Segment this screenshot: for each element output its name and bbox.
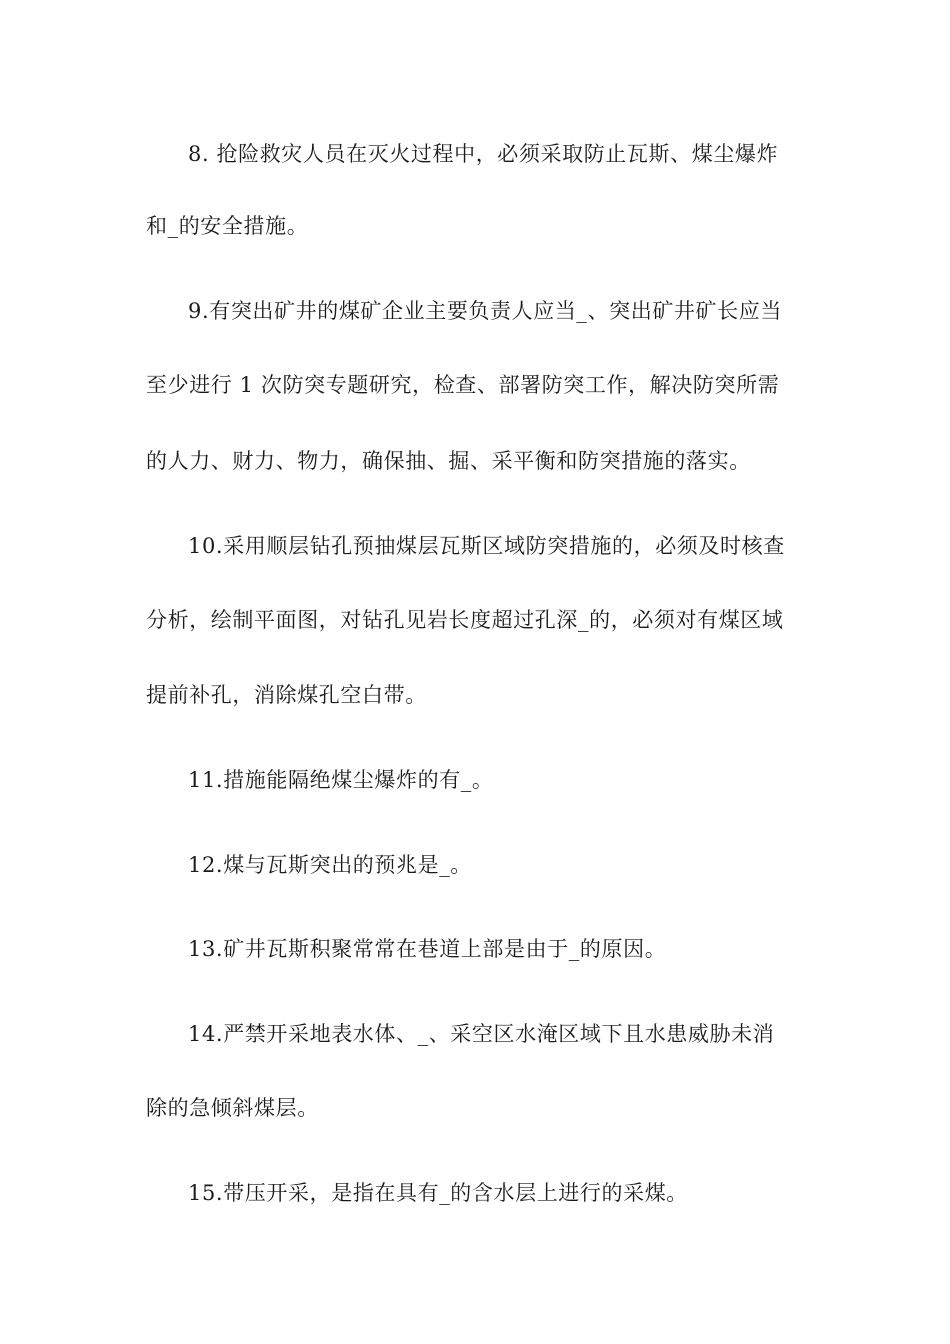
q10-line-1: 10.采用顺层钻孔预抽煤层瓦斯区域防突措施的，必须及时核查 — [188, 534, 785, 558]
q12-line-1: 12.煤与瓦斯突出的预兆是_。 — [188, 853, 472, 877]
q9-line-2: 至少进行 1 次防突专题研究，检查、部署防突工作，解决防突所需 — [146, 373, 780, 397]
q10-line-3: 提前补孔，消除煤孔空白带。 — [146, 683, 427, 707]
q13-line-1: 13.矿井瓦斯积聚常常在巷道上部是由于_的原因。 — [188, 937, 667, 961]
q8-line-2: 和_的安全措施。 — [146, 214, 309, 238]
q14-line-1: 14.严禁开采地表水体、_、采空区水淹区域下且水患威胁未消 — [188, 1022, 775, 1046]
q11-line-1: 11.措施能隔绝煤尘爆炸的有_。 — [188, 768, 494, 792]
q10-line-2: 分析，绘制平面图，对钻孔见岩长度超过孔深_的，必须对有煤区域 — [146, 608, 784, 632]
q14-line-2: 除的急倾斜煤层。 — [146, 1096, 319, 1120]
q9-line-3: 的人力、财力、物力，确保抽、掘、采平衡和防突措施的落实。 — [146, 449, 751, 473]
q8-line-1: 8. 抢险救灾人员在灭火过程中，必须采取防止瓦斯、煤尘爆炸 — [188, 142, 779, 166]
q9-line-1: 9.有突出矿井的煤矿企业主要负责人应当_、突出矿井矿长应当 — [188, 299, 782, 323]
q15-line-1: 15.带压开采，是指在具有_的含水层上进行的采煤。 — [188, 1181, 688, 1205]
